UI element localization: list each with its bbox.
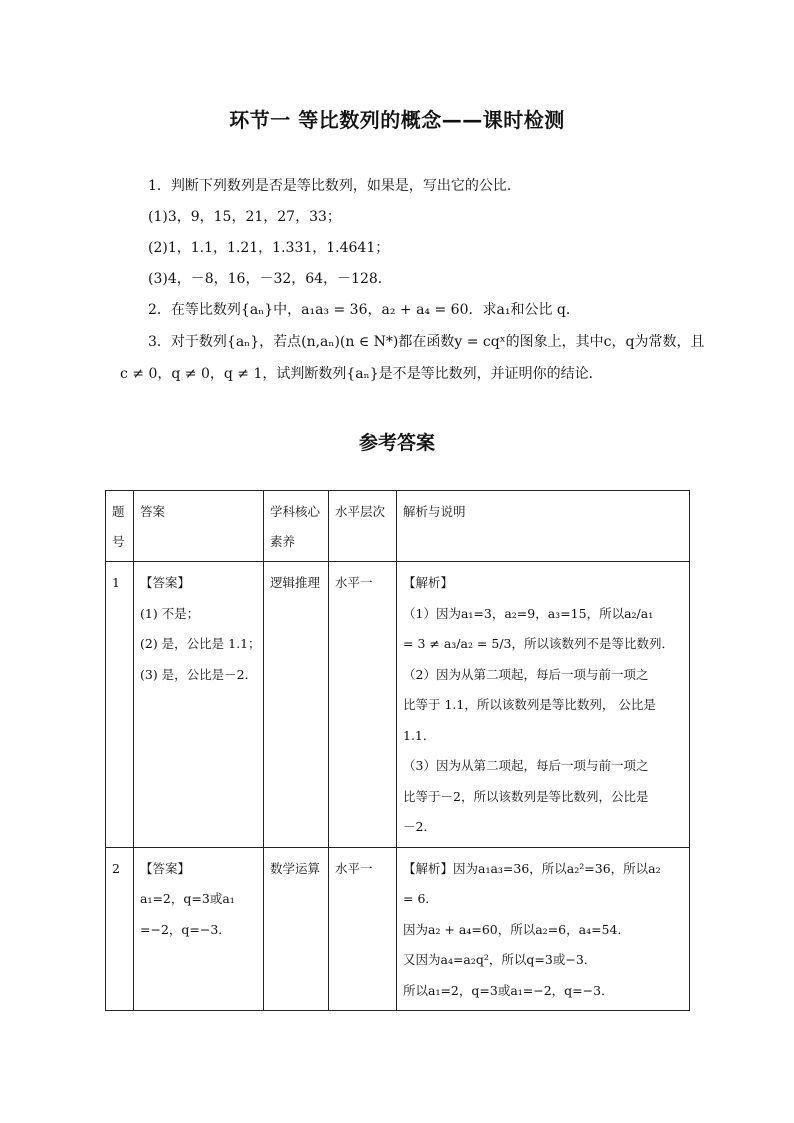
- header-number-line-2: 号: [112, 534, 125, 549]
- table-row: [106, 562, 690, 848]
- row-2-answer: [134, 847, 264, 1011]
- row-1-analysis-line: 比等于 1.1，所以该数列是等比数列， 公比是: [403, 697, 656, 712]
- row-1-analysis-line: （2）因为从第二项起，每后一项与前一项之: [403, 666, 649, 682]
- row-1-number: [106, 562, 134, 848]
- row-2-level-text: 水平一: [335, 860, 373, 876]
- row-2-answer-line: 【答案】: [140, 860, 191, 876]
- row-1-analysis-line: 1.1．: [403, 727, 436, 743]
- header-analysis-label: 解析与说明: [403, 504, 466, 519]
- row-1-analysis-line: －2．: [403, 819, 436, 834]
- row-1-answer: [134, 562, 264, 848]
- header-literacy-line-1: 学科核心: [270, 504, 321, 519]
- header-level-label: 水平层次: [335, 504, 386, 519]
- row-2-literacy-text: 数学运算: [270, 860, 321, 876]
- row-2-analysis-line: 又因为a₄=a₂q²，所以q=3或−3．: [403, 952, 597, 967]
- question-3-line-1: 3．对于数列{aₙ}，若点(n,aₙ)(n ∈ N*)都在函数y = cqˣ的图象上，其中c，q为常数，且: [148, 334, 705, 350]
- header-answer-label: 答案: [140, 504, 166, 519]
- question-1-item-2: (2)1，1.1，1.21，1.331，1.4641；: [148, 240, 390, 256]
- row-1-literacy: [264, 562, 329, 848]
- row-1-analysis: [397, 562, 690, 848]
- row-2-number-text: 2: [112, 860, 120, 876]
- header-literacy: [264, 491, 329, 562]
- row-2-level: [329, 847, 397, 1011]
- row-2-literacy: [264, 847, 329, 1011]
- row-1-analysis-line: （1）因为a₁=3，a₂=9，a₃=15，所以a₂/a₁: [403, 605, 654, 621]
- header-literacy-line-2: 素养: [270, 534, 296, 549]
- row-1-analysis-line: （3）因为从第二项起，每后一项与前一项之: [403, 758, 649, 773]
- row-1-analysis-line: 【解析】: [403, 575, 454, 590]
- header-number-line-1: 题: [112, 504, 125, 519]
- question-3-line-2: c ≠ 0，q ≠ 0，q ≠ 1，试判断数列{aₙ}是不是等比数列，并证明你的结论．: [120, 366, 603, 382]
- row-1-answer-line: (2) 是，公比是 1.1；: [140, 636, 261, 651]
- row-1-answer-line: (3) 是，公比是－2．: [140, 666, 258, 682]
- question-2: 2．在等比数列{aₙ}中，a₁a₃ = 36，a₂ + a₄ = 60．求a₁和公比 q．: [148, 302, 580, 318]
- row-1-answer-line: 【答案】: [140, 575, 191, 590]
- row-2-analysis-line: 所以a₁=2，q=3或a₁=−2，q=−3．: [403, 982, 614, 998]
- row-1-literacy-text: 逻辑推理: [270, 575, 321, 590]
- question-1-item-1: (1)3，9，15，21，27，33；: [148, 209, 341, 225]
- row-1-number-text: 1: [112, 575, 120, 590]
- row-2-analysis-line: 因为a₂ + a₄=60，所以a₂=6，a₄=54．: [403, 921, 630, 937]
- row-2-answer-line: =−2，q=−3．: [140, 921, 231, 937]
- question-1-stem: 1．判断下列数列是否是等比数列，如果是，写出它的公比．: [148, 178, 521, 194]
- row-2-analysis-line: 【解析】因为a₁a₃=36，所以a₂²=36，所以a₂: [403, 860, 661, 876]
- row-1-analysis-line: 比等于－2，所以该数列是等比数列，公比是: [403, 788, 649, 804]
- row-2-analysis-line: = 6．: [403, 891, 438, 906]
- answers-title: 参考答案: [358, 432, 435, 454]
- table-row: [106, 847, 690, 1011]
- row-2-answer-line: a₁=2，q=3或a₁: [140, 891, 235, 906]
- row-1-answer-line: (1) 不是；: [140, 605, 200, 621]
- header-number: [106, 491, 134, 562]
- header-answer: [134, 491, 264, 562]
- header-analysis: [397, 491, 690, 562]
- row-2-analysis: [397, 847, 690, 1011]
- question-1-item-3: (3)4，－8，16，－32，64，－128．: [148, 271, 392, 287]
- row-1-analysis-line: = 3 ≠ a₃/a₂ = 5/3，所以该数列不是等比数列．: [403, 636, 674, 651]
- row-1-level-text: 水平一: [335, 575, 373, 590]
- row-1-level: [329, 562, 397, 848]
- table-header-row: [106, 491, 690, 562]
- page-title: 环节一 等比数列的概念——课时检测: [229, 108, 565, 132]
- answer-table: [105, 490, 690, 1011]
- header-level: [329, 491, 397, 562]
- row-2-number: [106, 847, 134, 1011]
